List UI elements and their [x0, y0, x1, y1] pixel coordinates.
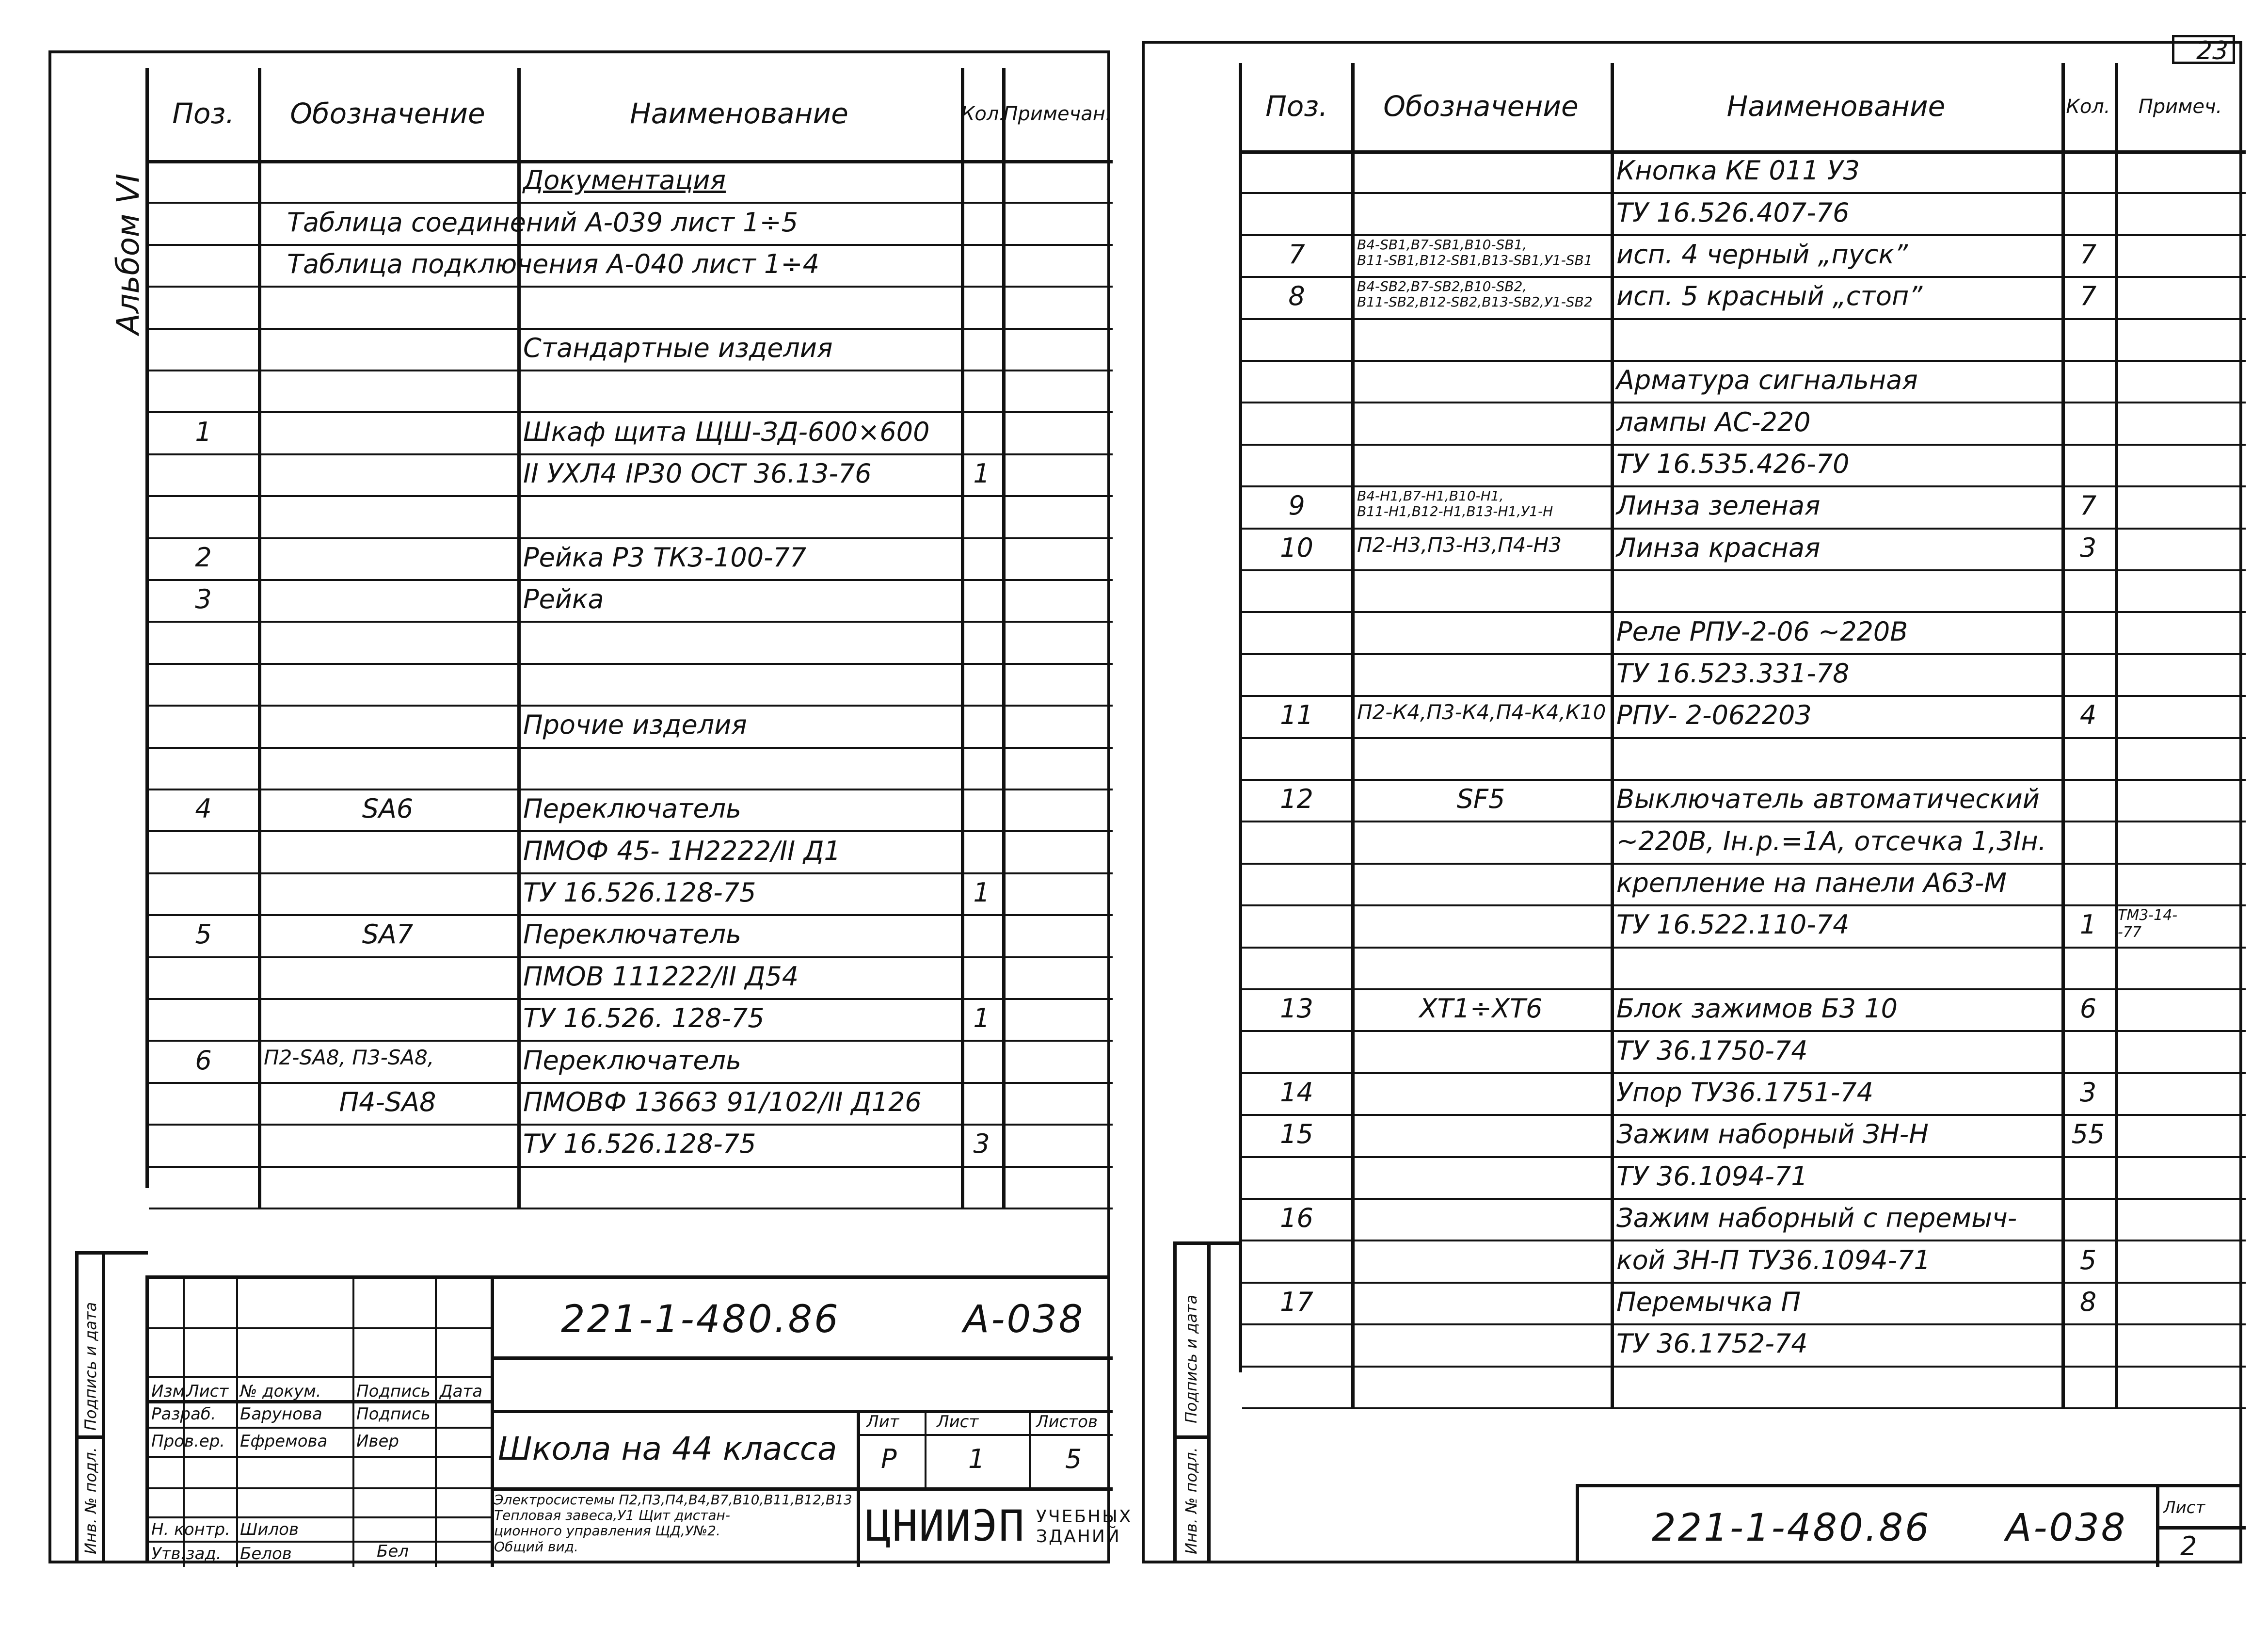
table-row [149, 998, 1113, 1040]
left-side-label-sign: Подпись и дата [81, 1302, 100, 1431]
table-row [149, 453, 1113, 495]
table-row [149, 1082, 1113, 1124]
cell-qty: 6 [2079, 993, 2097, 1024]
header-name: Наименование [630, 97, 848, 130]
cell-pos: 2 [195, 542, 212, 573]
table-row [1242, 1198, 2246, 1240]
table-row [149, 244, 1113, 286]
table-row [1242, 1240, 2246, 1281]
header-name: Наименование [1726, 90, 1946, 123]
cell-name: Упор ТУ36.1751-74 [1616, 1077, 1874, 1108]
table-row [1242, 360, 2246, 402]
cell-designation: SF5 [1456, 784, 1505, 815]
cell-designation: В4-SВ1,В7-SВ1,В10-SВ1, В11-SВ1,В12-SВ1,В13-SВ1,У1-SВ1 [1357, 236, 1593, 268]
table-row [149, 663, 1113, 705]
left-stamp-sheet-code: А-038 [963, 1298, 1085, 1341]
table-row [1242, 150, 2246, 192]
table-row [149, 286, 1113, 327]
cell-designation: П2-Н3,П3-Н3,П4-Н3 [1357, 532, 1562, 557]
cell-name: Документация [523, 165, 726, 196]
stamp-col-date: Дата [440, 1382, 483, 1401]
album-label: Альбом VI [111, 173, 146, 335]
table-row [1242, 318, 2246, 360]
cell-qty: 7 [2079, 281, 2097, 312]
cell-pos: 1 [195, 416, 212, 447]
document-reference: Таблица подключения А-040 лист 1÷4 [287, 248, 819, 279]
cell-qty: 4 [2079, 700, 2097, 731]
cell-designation: XT1÷XT6 [1419, 993, 1543, 1024]
table-row [1242, 1323, 2246, 1365]
cell-name: ТУ 36.1750-74 [1616, 1035, 1808, 1066]
cell-name: Линза красная [1616, 532, 1821, 563]
table-row [1242, 947, 2246, 988]
cell-name: ПМОВ 111222/II Д54 [523, 961, 799, 992]
cell-name: исп. 4 черный „пуск” [1616, 239, 1908, 270]
cell-qty: 55 [2071, 1119, 2105, 1150]
cell-pos: 5 [195, 919, 212, 950]
left-spec-table [145, 68, 1112, 1188]
cell-qty: 3 [2079, 1077, 2097, 1108]
table-row [149, 537, 1113, 579]
cell-designation: П2-К4,П3-К4,П4-К4,К10 [1357, 700, 1606, 725]
stamp-signature: Ивер [356, 1432, 399, 1451]
table-row [1242, 444, 2246, 485]
cell-name: Зажим наборный с перемыч- [1616, 1203, 2017, 1234]
cell-name: Блок зажимов Б3 10 [1616, 993, 1898, 1024]
table-row [149, 495, 1113, 537]
right-stamp-list-label: Лист [2163, 1498, 2205, 1517]
cell-name: II УХЛ4 IР30 ОСТ 36.13-76 [523, 458, 872, 489]
table-row [149, 789, 1113, 830]
cell-name: Линза зеленая [1616, 490, 1821, 521]
cell-pos: 9 [1288, 490, 1305, 521]
stamp-list-label: Лист [937, 1412, 979, 1432]
stamp-person: Белов [240, 1544, 292, 1563]
cell-name: ТУ 16.526. 128-75 [523, 1003, 765, 1034]
left-strip-line-2 [102, 1251, 105, 1562]
cell-name: Зажим наборный ЗН-Н [1616, 1119, 1929, 1150]
table-row [1242, 737, 2246, 779]
cell-qty: 7 [2079, 490, 2097, 521]
stamp-org-sub: УЧЕБНЫХ ЗДАНИЙ [1036, 1507, 1133, 1547]
cell-name: Перемычка П [1616, 1286, 1801, 1317]
stamp-list: 1 [968, 1444, 985, 1474]
table-row [1242, 1072, 2246, 1114]
stamp-role: Н. контр. [151, 1520, 230, 1539]
cell-pos: 16 [1280, 1203, 1313, 1234]
cell-qty: 1 [973, 1003, 990, 1034]
table-row [1242, 485, 2246, 527]
table-row [1242, 1114, 2246, 1156]
cell-designation: В4-SВ2,В7-SВ2,В10-SВ2, В11-SВ2,В12-SВ2,В13-SВ2,У1-SВ2 [1357, 278, 1593, 310]
table-row [149, 1124, 1113, 1165]
cell-name: ТУ 16.522.110-74 [1616, 909, 1850, 940]
left-title-block [145, 1275, 1133, 1563]
cell-name: ТУ 36.1094-71 [1616, 1160, 1808, 1192]
cell-name: ПМОФ 45- 1Н2222/II Д1 [523, 835, 841, 866]
cell-pos: 17 [1280, 1286, 1313, 1317]
cell-qty: 7 [2079, 239, 2097, 270]
row-rule [1242, 1407, 2246, 1409]
right-strip-top [1173, 1241, 1241, 1245]
left-strip-line [75, 1251, 79, 1562]
cell-name: Рейка Р3 ТК3-100-77 [523, 542, 807, 573]
stamp-signature: Бел [377, 1542, 409, 1561]
table-row [149, 956, 1113, 998]
cell-name: ТУ 16.526.407-76 [1616, 197, 1850, 228]
table-row [1242, 402, 2246, 443]
cell-name: ТУ 16.526.128-75 [523, 877, 756, 908]
cell-name: ТУ 36.1752-74 [1616, 1328, 1808, 1359]
cell-pos: 15 [1280, 1119, 1313, 1150]
cell-name: кой ЗН-П ТУ36.1094-71 [1616, 1244, 1931, 1275]
table-row [149, 621, 1113, 662]
table-row [149, 370, 1113, 411]
stamp-role: Разраб. [151, 1404, 216, 1424]
table-row [149, 411, 1113, 453]
stamp-person: Ефремова [240, 1432, 328, 1451]
cell-pos: 14 [1280, 1077, 1313, 1108]
table-row [149, 1166, 1113, 1208]
cell-name: лампы АС-220 [1616, 406, 1811, 437]
right-strip-mid [1173, 1435, 1207, 1439]
cell-name: Шкаф щита ЩШ-ЗД-600×600 [523, 416, 930, 447]
cell-pos: 11 [1280, 700, 1313, 731]
cell-pos: 3 [195, 584, 212, 615]
cell-qty: 8 [2079, 1286, 2097, 1317]
table-row [149, 1040, 1113, 1081]
left-strip-mid [75, 1435, 102, 1439]
stamp-role: Утв.зад. [151, 1544, 222, 1563]
table-row [149, 830, 1113, 872]
table-row [1242, 863, 2246, 904]
left-stamp-code: 221-1-480.86 [561, 1298, 840, 1341]
document-reference: Таблица соединений А-039 лист 1÷5 [287, 207, 799, 238]
stamp-col-list: Лист [187, 1382, 229, 1401]
cell-pos: 12 [1280, 784, 1313, 815]
header-qty: Кол. [961, 103, 1006, 125]
right-spec-table [1239, 63, 2242, 1372]
left-strip-top [75, 1251, 148, 1255]
table-row [149, 914, 1113, 956]
table-row [1242, 904, 2246, 946]
stamp-description: Электросистемы П2,П3,П4,В4,В7,В10,В11,В12,В13 Тепловая завеса,У1 Щит дистан- ционного управления ЩД,У№2. Общий вид. [494, 1492, 852, 1555]
table-row [1242, 569, 2246, 611]
stamp-lit: Р [881, 1444, 897, 1474]
stamp-listov: 5 [1065, 1444, 1082, 1474]
cell-qty: 1 [2079, 909, 2097, 940]
header-note: Примечан. [1003, 103, 1112, 125]
row-rule [149, 1208, 1113, 1209]
table-row [1242, 779, 2246, 821]
corner-page-number: 23 [2196, 36, 2229, 65]
stamp-org: ЦНИИЭП [865, 1501, 1025, 1551]
table-row [1242, 1156, 2246, 1198]
cell-name: Переключатель [523, 1045, 741, 1076]
table-row [149, 202, 1113, 243]
cell-designation: П2-SA8, П3-SA8, [264, 1045, 434, 1069]
table-row [1242, 611, 2246, 653]
cell-pos: 6 [195, 1045, 212, 1076]
cell-designation: В4-Н1,В7-Н1,В10-Н1, В11-Н1,В12-Н1,В13-Н1,У1-Н [1357, 488, 1553, 520]
stamp-listov-label: Листов [1036, 1412, 1098, 1432]
cell-name: Арматура сигнальная [1616, 365, 1918, 396]
cell-name: ПМОВФ 13663 91/102/II Д126 [523, 1086, 922, 1117]
cell-designation: П4-SA8 [339, 1086, 436, 1117]
table-row [149, 705, 1113, 746]
stamp-role: Пров.ер. [151, 1432, 225, 1451]
header-pos: Поз. [172, 97, 235, 130]
stamp-person: Шилов [240, 1520, 299, 1539]
header-designation: Обозначение [1383, 90, 1579, 123]
right-strip-line [1173, 1241, 1177, 1563]
cell-name: Кнопка КЕ 011 У3 [1616, 155, 1860, 186]
table-row [1242, 821, 2246, 862]
cell-qty: 5 [2079, 1244, 2097, 1275]
table-row [1242, 234, 2246, 276]
left-side-label-inv: Инв. № подл. [81, 1447, 100, 1554]
cell-pos: 10 [1280, 532, 1313, 563]
cell-note: ТМ3-14- -77 [2118, 907, 2178, 941]
header-note: Примеч. [2138, 96, 2222, 118]
table-row [1242, 528, 2246, 569]
table-row [149, 579, 1113, 621]
header-pos: Поз. [1265, 90, 1328, 123]
cell-pos: 7 [1288, 239, 1305, 270]
cell-qty: 1 [973, 877, 990, 908]
cell-name: Переключатель [523, 919, 741, 950]
cell-name: ~220В, Iн.р.=1А, отсечка 1,3Iн. [1616, 825, 2046, 856]
table-row [1242, 988, 2246, 1030]
stamp-lit-label: Лит [866, 1412, 899, 1432]
corner-page-box [2172, 35, 2235, 64]
cell-name: РПУ- 2-062203 [1616, 700, 1812, 731]
cell-name: Реле РПУ-2-06 ~220В [1616, 616, 1908, 647]
stamp-col-izm: Изм. [151, 1382, 190, 1401]
cell-designation: SA6 [362, 793, 414, 824]
right-side-label-inv: Инв. № подл. [1182, 1447, 1200, 1554]
table-row [149, 872, 1113, 914]
stamp-col-doc: № докум. [240, 1382, 321, 1401]
right-stamp-list: 2 [2180, 1531, 2197, 1562]
cell-qty: 3 [973, 1128, 990, 1160]
table-row [1242, 653, 2246, 695]
stamp-person: Барунова [240, 1404, 322, 1424]
table-row [149, 328, 1113, 370]
cell-name: ТУ 16.523.331-78 [1616, 658, 1850, 689]
table-row [1242, 276, 2246, 318]
cell-designation: SA7 [362, 919, 414, 950]
cell-name: Прочие изделия [523, 709, 747, 741]
cell-name: крепление на панели А63-М [1616, 867, 2007, 898]
table-row [1242, 192, 2246, 234]
cell-name: Рейка [523, 584, 604, 615]
table-row [149, 747, 1113, 789]
header-qty: Кол. [2066, 96, 2110, 118]
right-strip-line-2 [1207, 1241, 1211, 1563]
cell-pos: 8 [1288, 281, 1305, 312]
cell-pos: 13 [1280, 993, 1313, 1024]
cell-name: Выключатель автоматический [1616, 784, 2040, 815]
right-title-block [1576, 1484, 2242, 1563]
cell-qty: 1 [973, 458, 990, 489]
table-row [149, 160, 1113, 202]
right-stamp-code: 221-1-480.86 [1652, 1506, 1931, 1550]
right-stamp-sheet-code: А-038 [2006, 1506, 2127, 1550]
cell-name: Стандартные изделия [523, 332, 833, 363]
stamp-project-title: Школа на 44 класса [498, 1430, 837, 1467]
cell-name: исп. 5 красный „стоп” [1616, 281, 1923, 312]
right-side-label-sign: Подпись и дата [1182, 1294, 1200, 1423]
stamp-col-sign: Подпись [356, 1382, 431, 1401]
table-row [1242, 1366, 2246, 1407]
header-designation: Обозначение [290, 97, 485, 130]
cell-name: ТУ 16.526.128-75 [523, 1128, 756, 1160]
cell-pos: 4 [195, 793, 212, 824]
table-row [1242, 695, 2246, 737]
table-row [1242, 1030, 2246, 1072]
cell-qty: 3 [2079, 532, 2097, 563]
stamp-signature: Подпись [356, 1404, 431, 1424]
cell-name: ТУ 16.535.426-70 [1616, 448, 1850, 479]
table-row [1242, 1282, 2246, 1323]
cell-name: Переключатель [523, 793, 741, 824]
